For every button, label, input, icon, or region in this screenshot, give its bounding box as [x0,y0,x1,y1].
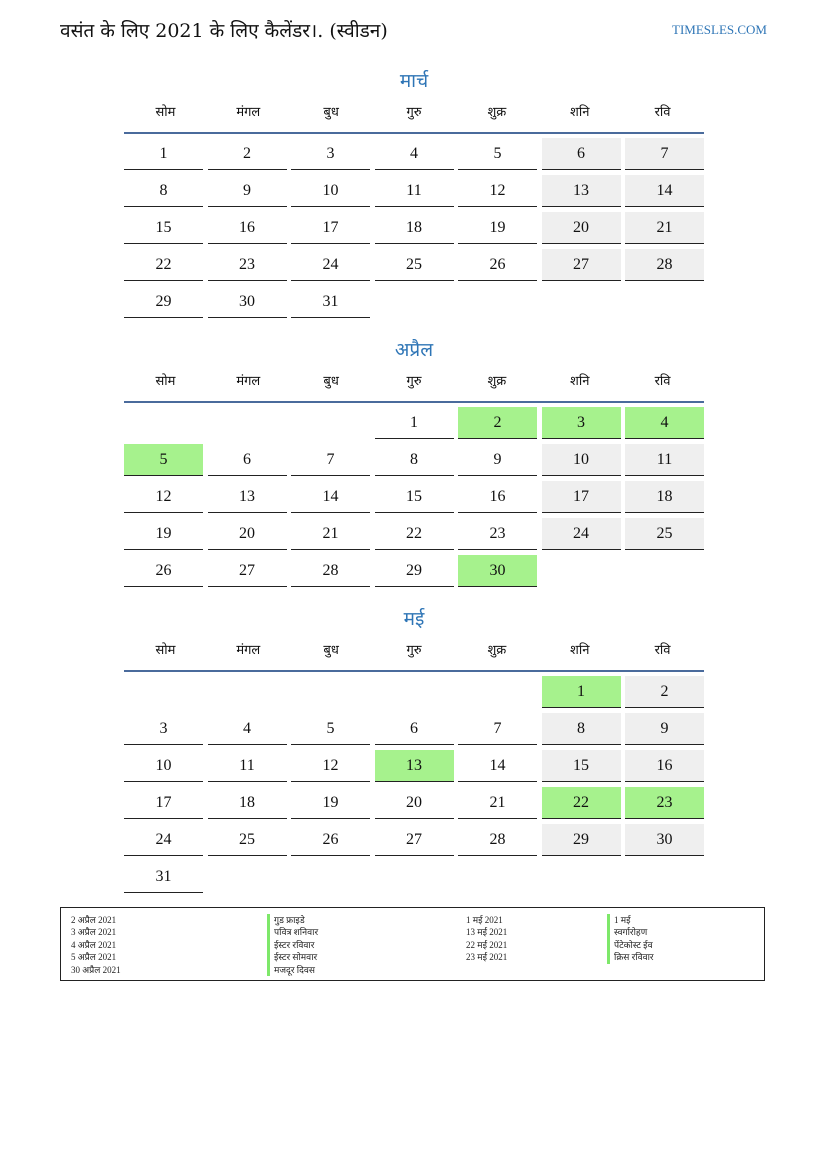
day-cell: 19 [124,518,203,550]
day-cell: 7 [291,444,370,476]
day-cell: 11 [208,750,287,782]
month-april [124,335,704,587]
day-cell: 6 [208,444,287,476]
day-cell: 2 [625,676,704,708]
legend-entry: 1 मई [607,914,654,926]
day-cell: 3 [542,407,621,439]
weekday-label: गुरु [406,643,422,658]
day-cell: 8 [124,175,203,207]
weekday-label: सोम [155,105,176,120]
day-cell: 27 [542,249,621,281]
legend-entry: 23 मई 2021 [466,952,508,963]
day-cell: 8 [542,713,621,745]
month-title: अप्रैल [394,339,434,361]
legend-entry: ईस्टर सोमवार [267,951,318,963]
empty-cell [208,676,287,707]
legend-entry: पेंटेकोस्ट ईव [607,939,654,951]
day-cell: 12 [124,481,203,513]
month-march [124,66,704,318]
day-cell: 21 [291,518,370,550]
weekday-label: बुध [323,374,339,389]
legend-entry: मजदूर दिवस [267,964,318,976]
day-cell: 10 [124,750,203,782]
weekday-label: शुक्र [487,374,507,389]
day-cell: 20 [208,518,287,550]
day-cell: 1 [124,138,203,170]
month-title: मई [403,608,425,630]
day-cell: 22 [542,787,621,819]
day-cell: 19 [458,212,537,244]
day-cell: 20 [375,787,454,819]
weekday-label: मंगल [236,643,261,658]
weekday-label: गुरु [406,374,422,389]
day-cell: 5 [124,444,203,476]
legend-dates-2 [466,914,507,964]
empty-cell [375,676,454,707]
page-title: वसंत के लिए 2021 के लिए कैलेंडर।. (स्वीडन) [60,20,388,42]
day-cell: 24 [291,249,370,281]
day-cell: 14 [291,481,370,513]
weekday-label: मंगल [236,374,261,389]
day-cell: 2 [458,407,537,439]
empty-cell [208,407,287,438]
holiday-legend [60,907,765,981]
day-cell: 16 [625,750,704,782]
month-may [124,604,704,893]
day-cell: 17 [124,787,203,819]
month-title: मार्च [399,70,429,92]
weekday-label: रवि [654,105,671,120]
day-cell: 5 [458,138,537,170]
day-cell: 1 [375,407,454,439]
weekday-label: शनि [569,105,590,120]
day-cell: 22 [124,249,203,281]
day-cell: 19 [291,787,370,819]
day-cell: 25 [208,824,287,856]
day-cell: 5 [291,713,370,745]
day-cell: 18 [375,212,454,244]
day-cell: 26 [291,824,370,856]
weekday-label: शुक्र [487,105,507,120]
day-cell: 25 [375,249,454,281]
day-cell: 25 [625,518,704,550]
day-cell: 29 [124,286,203,318]
empty-cell [458,676,537,707]
day-cell: 9 [208,175,287,207]
legend-entry: 13 मई 2021 [466,927,508,938]
legend-entry: 2 अप्रैल 2021 [71,915,117,925]
weekday-label: सोम [155,643,176,658]
day-cell: 31 [291,286,370,318]
day-cell: 9 [625,713,704,745]
day-cell: 14 [625,175,704,207]
weekday-label: मंगल [236,105,261,120]
day-cell: 10 [291,175,370,207]
day-grid [124,676,704,893]
weekday-label: गुरु [406,105,422,120]
day-cell: 1 [542,676,621,708]
day-cell: 7 [458,713,537,745]
weekday-header [124,371,704,403]
day-cell: 23 [458,518,537,550]
day-cell: 30 [208,286,287,318]
legend-entry: स्वर्गारोहण [607,926,654,938]
legend-entry: क्रिस रविवार [607,951,654,963]
legend-entry: 5 अप्रैल 2021 [71,952,117,963]
day-cell: 3 [291,138,370,170]
legend-entry: ईस्टर रविवार [267,939,318,951]
day-cell: 28 [625,249,704,281]
legend-entry: 4 अप्रैल 2021 [71,939,117,950]
day-cell: 4 [375,138,454,170]
empty-cell [124,407,203,438]
legend-entry: 22 मई 2021 [466,939,508,950]
site-name[interactable]: TIMESLES.COM [672,22,767,37]
day-cell: 13 [542,175,621,207]
day-grid [124,407,704,587]
empty-cell [291,407,370,438]
weekday-header [124,102,704,134]
legend-names-2 [607,914,654,964]
day-cell: 28 [291,555,370,587]
day-cell: 23 [208,249,287,281]
day-cell: 31 [124,861,203,893]
day-cell: 23 [625,787,704,819]
day-cell: 15 [124,212,203,244]
day-cell: 9 [458,444,537,476]
legend-entry: पवित्र शनिवार [267,926,318,938]
day-cell: 29 [375,555,454,587]
day-cell: 7 [625,138,704,170]
day-cell: 30 [625,824,704,856]
day-cell: 17 [291,212,370,244]
day-cell: 16 [208,212,287,244]
weekday-label: सोम [155,374,176,389]
day-cell: 6 [542,138,621,170]
day-cell: 8 [375,444,454,476]
day-cell: 4 [625,407,704,439]
weekday-label: शनि [569,643,590,658]
day-cell: 10 [542,444,621,476]
day-cell: 21 [625,212,704,244]
day-cell: 27 [375,824,454,856]
day-cell: 15 [542,750,621,782]
day-cell: 21 [458,787,537,819]
day-cell: 6 [375,713,454,745]
weekday-label: बुध [323,105,339,120]
day-cell: 12 [458,175,537,207]
day-cell: 18 [208,787,287,819]
legend-names-1 [267,914,318,976]
day-cell: 15 [375,481,454,513]
day-cell: 11 [625,444,704,476]
day-grid [124,138,704,318]
day-cell: 2 [208,138,287,170]
weekday-label: रवि [654,374,671,389]
legend-entry: 3 अप्रैल 2021 [71,927,117,938]
day-cell: 27 [208,555,287,587]
legend-entry: 30 अप्रैल 2021 [71,964,121,975]
legend-entry: गुड फ्राइडे [267,914,318,926]
weekday-label: रवि [654,643,671,658]
day-cell: 29 [542,824,621,856]
empty-cell [124,676,203,707]
day-cell: 22 [375,518,454,550]
day-cell: 28 [458,824,537,856]
day-cell: 4 [208,713,287,745]
weekday-label: बुध [323,643,339,658]
day-cell: 14 [458,750,537,782]
day-cell: 30 [458,555,537,587]
day-cell: 13 [375,750,454,782]
empty-cell [291,676,370,707]
day-cell: 24 [124,824,203,856]
day-cell: 3 [124,713,203,745]
day-cell: 18 [625,481,704,513]
legend-dates-1 [71,914,121,976]
weekday-label: शनि [569,374,590,389]
day-cell: 17 [542,481,621,513]
day-cell: 16 [458,481,537,513]
weekday-header [124,640,704,672]
day-cell: 26 [458,249,537,281]
day-cell: 13 [208,481,287,513]
day-cell: 11 [375,175,454,207]
day-cell: 24 [542,518,621,550]
day-cell: 20 [542,212,621,244]
day-cell: 12 [291,750,370,782]
day-cell: 26 [124,555,203,587]
weekday-label: शुक्र [487,643,507,658]
legend-entry: 1 मई 2021 [466,915,503,925]
